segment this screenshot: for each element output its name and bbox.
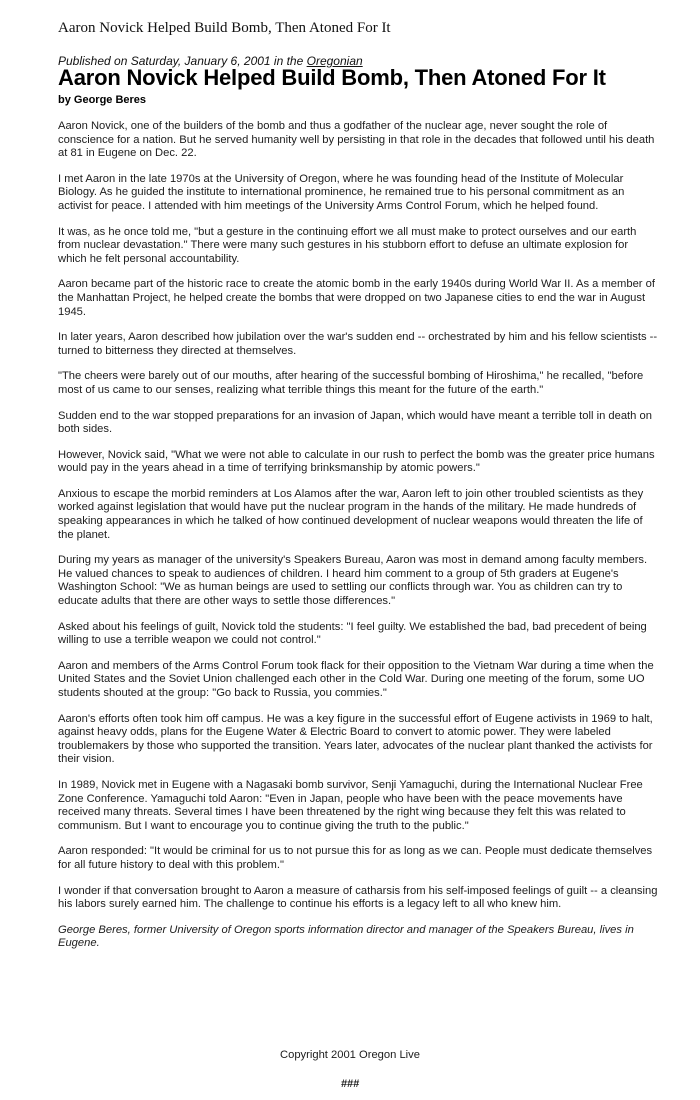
copyright-notice: Copyright 2001 Oregon Live: [280, 1049, 420, 1061]
article-paragraph: Aaron became part of the historic race to create the atomic bomb in the early 1940s during World War II. As a member of the Manhattan Project, he helped create the bombs that were dropped on two Japanese cities to end the war in August 1945.: [58, 278, 655, 318]
article-paragraph: During my years as manager of the university's Speakers Bureau, Aaron was most in demand among faculty members. He valued chances to speak to audiences of children. I heard him comment to a group of 5th graders at Eugene's Washington School: "We as human beings are used to settling our conflicts through war. You as children can try to educate adults that there are other ways to settle those differences.": [58, 554, 648, 608]
article-paragraph: I wonder if that conversation brought to Aaron a measure of catharsis from his self-imposed feelings of guilt -- a cleansing his labors surely earned him. The challenge to continue his efforts is a legacy left to all who knew him.: [58, 884, 658, 911]
page-header: Aaron Novick Helped Build Bomb, Then Atoned For It: [58, 20, 391, 36]
article-paragraph: Aaron and members of the Arms Control Forum took flack for their opposition to the Vietnam War during a time when the United States and the Soviet Union challenged each other in the Cold War. During one meeting of the forum, some UO students shouted at the group: "Go back to Russia, you commies.": [58, 659, 654, 699]
article-author: by George Beres: [58, 94, 147, 106]
article-paragraph: It was, as he once told me, "but a gesture in the continuing effort we all must make to protect ourselves and our earth from nuclear devastation." There were many such gestures in his stubborn effort to defuse an ultimate explosion for which he felt personal accountability.: [58, 225, 637, 265]
article-paragraph: However, Novick said, "What we were not able to calculate in our rush to perfect the bomb was the greater price humans would pay in the years ahead in a time of terrifying brinksmanship by atomic powers.": [58, 448, 655, 475]
article-paragraph: Aaron Novick, one of the builders of the bomb and thus a godfather of the nuclear age, never sought the role of conscience for a nation. But he served humanity well by persisting in that role in the decades that followed until his death at 81 in Eugene on Dec. 22.: [58, 120, 655, 160]
article-body: [58, 120, 658, 963]
article-paragraph: I met Aaron in the late 1970s at the University of Oregon, where he was founding head of the Institute of Molecular Biology. As he guided the institute to international prominence, he remained true to his personal commitment as an activist for peace. I attended with him meetings of the University Arms Control Forum, which he helped found.: [58, 172, 625, 212]
article-paragraph: Asked about his feelings of guilt, Novick told the students: "I feel guilty. We established the bad, bad precedent of being willing to use a terrible weapon we could not control.": [58, 620, 647, 647]
end-mark: ###: [340, 1078, 360, 1090]
publication-date: Published on Saturday, January 6, 2001 in the: [58, 54, 307, 68]
author-bio: George Beres, former University of Oregon sports information director and manager of the Speakers Bureau, lives in Eugene.: [58, 923, 634, 950]
article-paragraph: Aaron responded: "It would be criminal for us to not pursue this for as long as we can. People must dedicate themselves for all future history to deal with this problem.": [58, 845, 653, 871]
publication-source: Oregonian: [306, 54, 363, 68]
article-paragraph: In 1989, Novick met in Eugene with a Nagasaki bomb survivor, Senji Yamaguchi, during the International Nuclear Free Zone Conference. Yamaguchi told Aaron: "Even in Japan, people who have been with the peace movements have received many threats. Several times I have been threatened by the right wing because they felt this was related to communism. But I want to encourage you to continue giving the truth to the public.": [58, 778, 643, 832]
article-paragraph: "The cheers were barely out of our mouths, after hearing of the successful bombing of Hiroshima," he recalled, "before most of us came to our senses, realizing what terrible things this meant for the future of the earth.": [58, 370, 644, 396]
article-paragraph: Sudden end to the war stopped preparations for an invasion of Japan, which would have meant a terrible toll in death on both sides.: [58, 409, 652, 436]
article-paragraph: In later years, Aaron described how jubilation over the war's sudden end -- orchestrated by him and his fellow scientists -- turned to bitterness they directed at themselves.: [58, 331, 658, 357]
article-paragraph: Anxious to escape the morbid reminders at Los Alamos after the war, Aaron left to join other troubled scientists as they worked against legislation that would have put the nuclear program in the hands of the military. He made hundreds of speaking appearances in which he talked of how continued development of nuclear weapons would threaten the life of the planet.: [58, 487, 644, 541]
article-paragraph: Aaron's efforts often took him off campus. He was a key figure in the successful effort of Eugene activists in 1969 to halt, against heavy odds, plans for the Eugene Water & Electric Board to convert to atomic power. They were labeled troublemakers by those who supported the transition. Years later, advocates of the nuclear plant thanked the activists for their vision.: [58, 712, 653, 766]
article-headline: Aaron Novick Helped Build Bomb, Then Atoned For It: [58, 65, 606, 90]
